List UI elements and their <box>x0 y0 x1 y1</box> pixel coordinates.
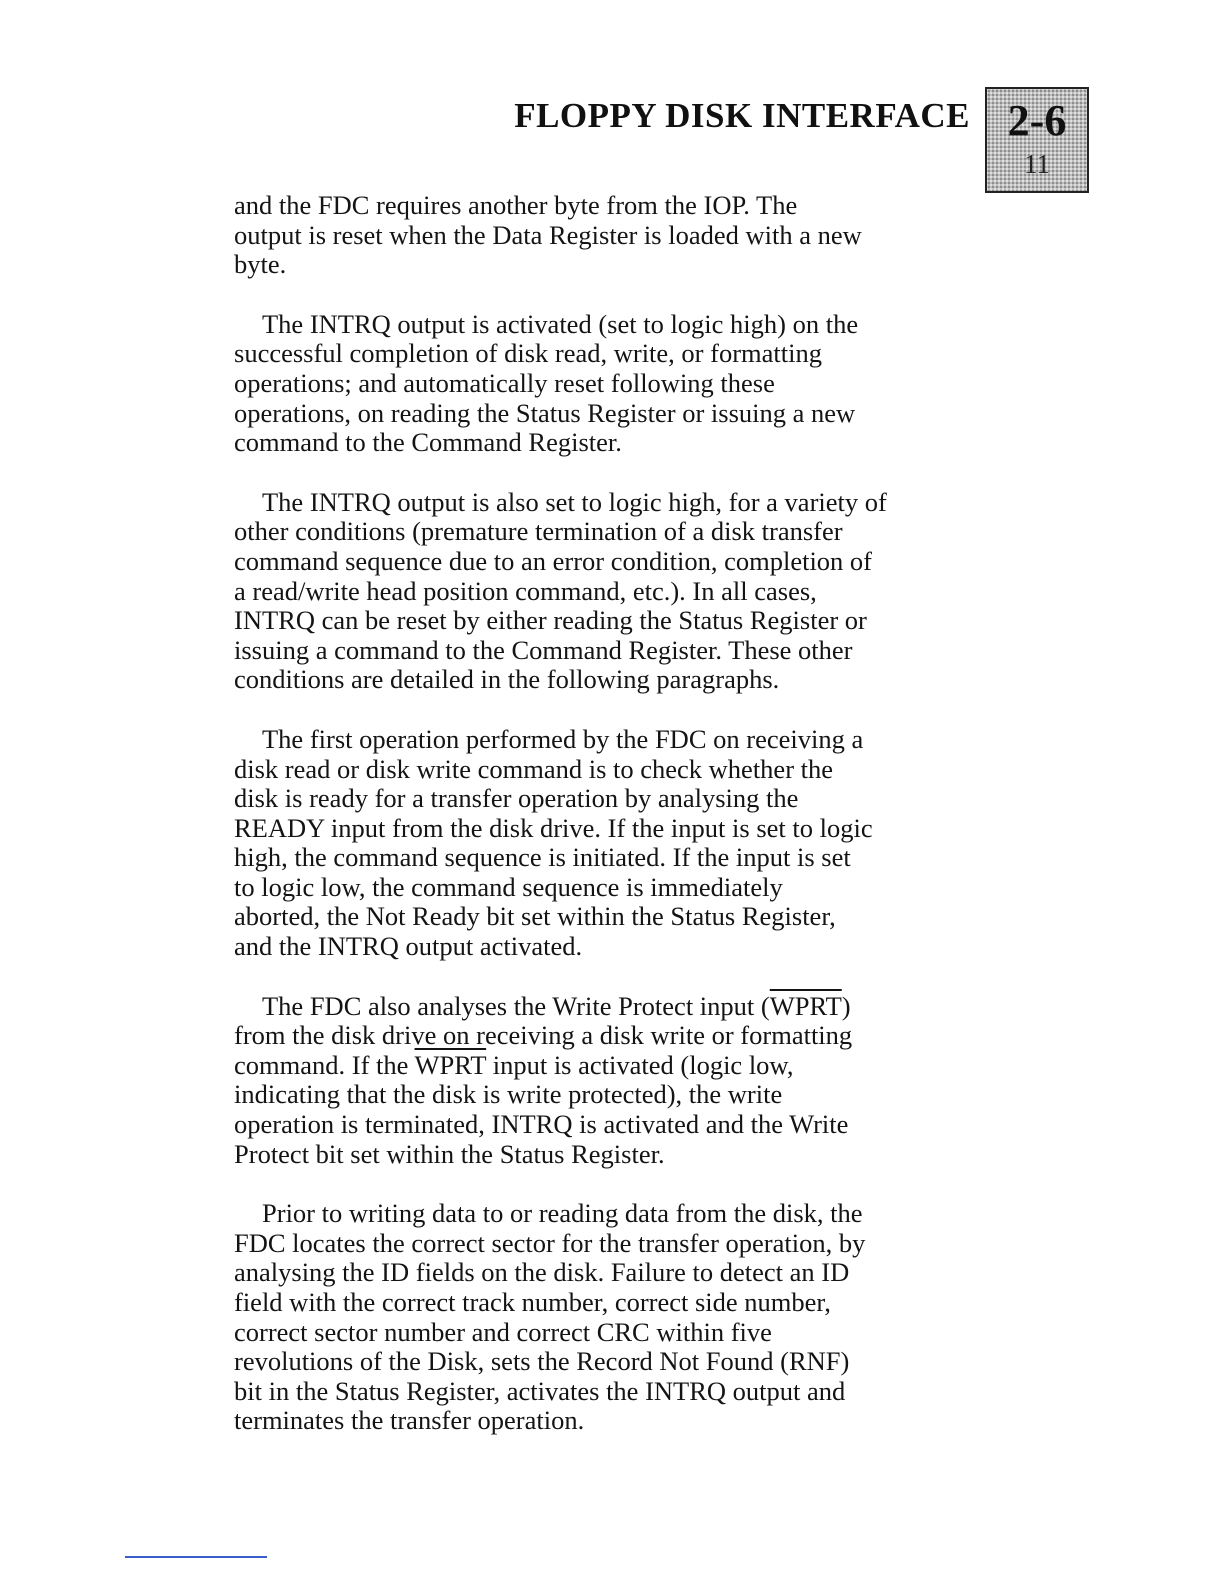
text-line: aborted, the Not Ready bit set within the Status Register, <box>234 901 836 932</box>
text-line: issuing a command to the Command Register. These other <box>234 634 853 665</box>
wprt-signal-label: WPRT <box>414 1049 487 1080</box>
text-line: analysing the ID fields on the disk. Failure to detect an ID <box>234 1257 850 1288</box>
text-line: FDC locates the correct sector for the transfer operation, by <box>234 1227 866 1258</box>
text-line: to logic low, the command sequence is immediately <box>234 871 783 902</box>
text-run: ) <box>841 990 851 1021</box>
text-line: successful completion of disk read, write, or formatting <box>234 338 822 369</box>
text-run: The FDC also analyses the Write Protect input ( <box>262 990 770 1021</box>
page-number: 11 <box>1024 149 1050 179</box>
text-line: Protect bit set within the Status Register. <box>234 1138 665 1169</box>
text-line: Prior to writing data to or reading data from the disk, the <box>262 1198 863 1229</box>
text-line: operations, on reading the Status Register or issuing a new <box>234 397 856 428</box>
footer-rule <box>125 1556 267 1558</box>
paragraph-5 <box>234 992 994 1170</box>
text-line: The INTRQ output is also set to logic high, for a variety of <box>262 486 887 517</box>
text-line: terminates the transfer operation. <box>234 1405 585 1436</box>
text-line: field with the correct track number, correct side number, <box>234 1287 831 1317</box>
text-line: bit in the Status Register, activates the INTRQ output and <box>234 1375 846 1406</box>
text-line: high, the command sequence is initiated. If the input is set <box>234 842 851 873</box>
paragraph-1 <box>234 191 994 280</box>
paragraph-2 <box>234 310 994 458</box>
text-line: indicating that the disk is write protected), the write <box>234 1079 783 1110</box>
text-line: command sequence due to an error condition, completion of <box>234 545 873 576</box>
text-line: disk is ready for a transfer operation by analysing the <box>234 783 799 814</box>
paragraph-3 <box>234 488 994 695</box>
text-line: output is reset when the Data Register is loaded with a new <box>234 219 862 250</box>
text-line: and the FDC requires another byte from the IOP. The <box>234 190 798 220</box>
text-line: from the disk drive on receiving a disk write or formatting <box>234 1020 853 1051</box>
text-line: a read/write head position command, etc.). In all cases, <box>234 575 817 606</box>
text-line: correct sector number and correct CRC within five <box>234 1316 772 1347</box>
text-line: READY input from the disk drive. If the input is set to logic <box>234 812 873 843</box>
text-run: command. If the <box>234 1049 415 1080</box>
paragraph-4 <box>234 725 994 962</box>
text-line: operations; and automatically reset following these <box>234 367 775 398</box>
text-line: conditions are detailed in the following paragraphs. <box>234 664 780 695</box>
text-line: disk read or disk write command is to check whether the <box>234 753 834 784</box>
page-title: FLOPPY DISK INTERFACE <box>514 96 970 135</box>
text-line: operation is terminated, INTRQ is activated and the Write <box>234 1109 849 1140</box>
body-text <box>234 191 994 1466</box>
text-line: other conditions (premature termination of a disk transfer <box>234 516 843 547</box>
text-line <box>234 992 994 1022</box>
text-line: and the INTRQ output activated. <box>234 931 583 962</box>
section-tab <box>985 87 1089 193</box>
text-line: The first operation performed by the FDC on receiving a <box>262 723 864 754</box>
text-line: The INTRQ output is activated (set to logic high) on the <box>262 308 859 339</box>
section-number: 2-6 <box>1007 96 1067 145</box>
paragraph-6 <box>234 1199 994 1436</box>
text-line: revolutions of the Disk, sets the Record Not Found (RNF) <box>234 1346 850 1377</box>
text-line: byte. <box>234 249 287 280</box>
text-line <box>234 1051 994 1081</box>
text-run: input is activated (logic low, <box>486 1049 794 1080</box>
text-line: command to the Command Register. <box>234 427 622 458</box>
text-line: INTRQ can be reset by either reading the Status Register or <box>234 605 867 636</box>
wprt-signal-label: WPRT <box>769 990 842 1021</box>
